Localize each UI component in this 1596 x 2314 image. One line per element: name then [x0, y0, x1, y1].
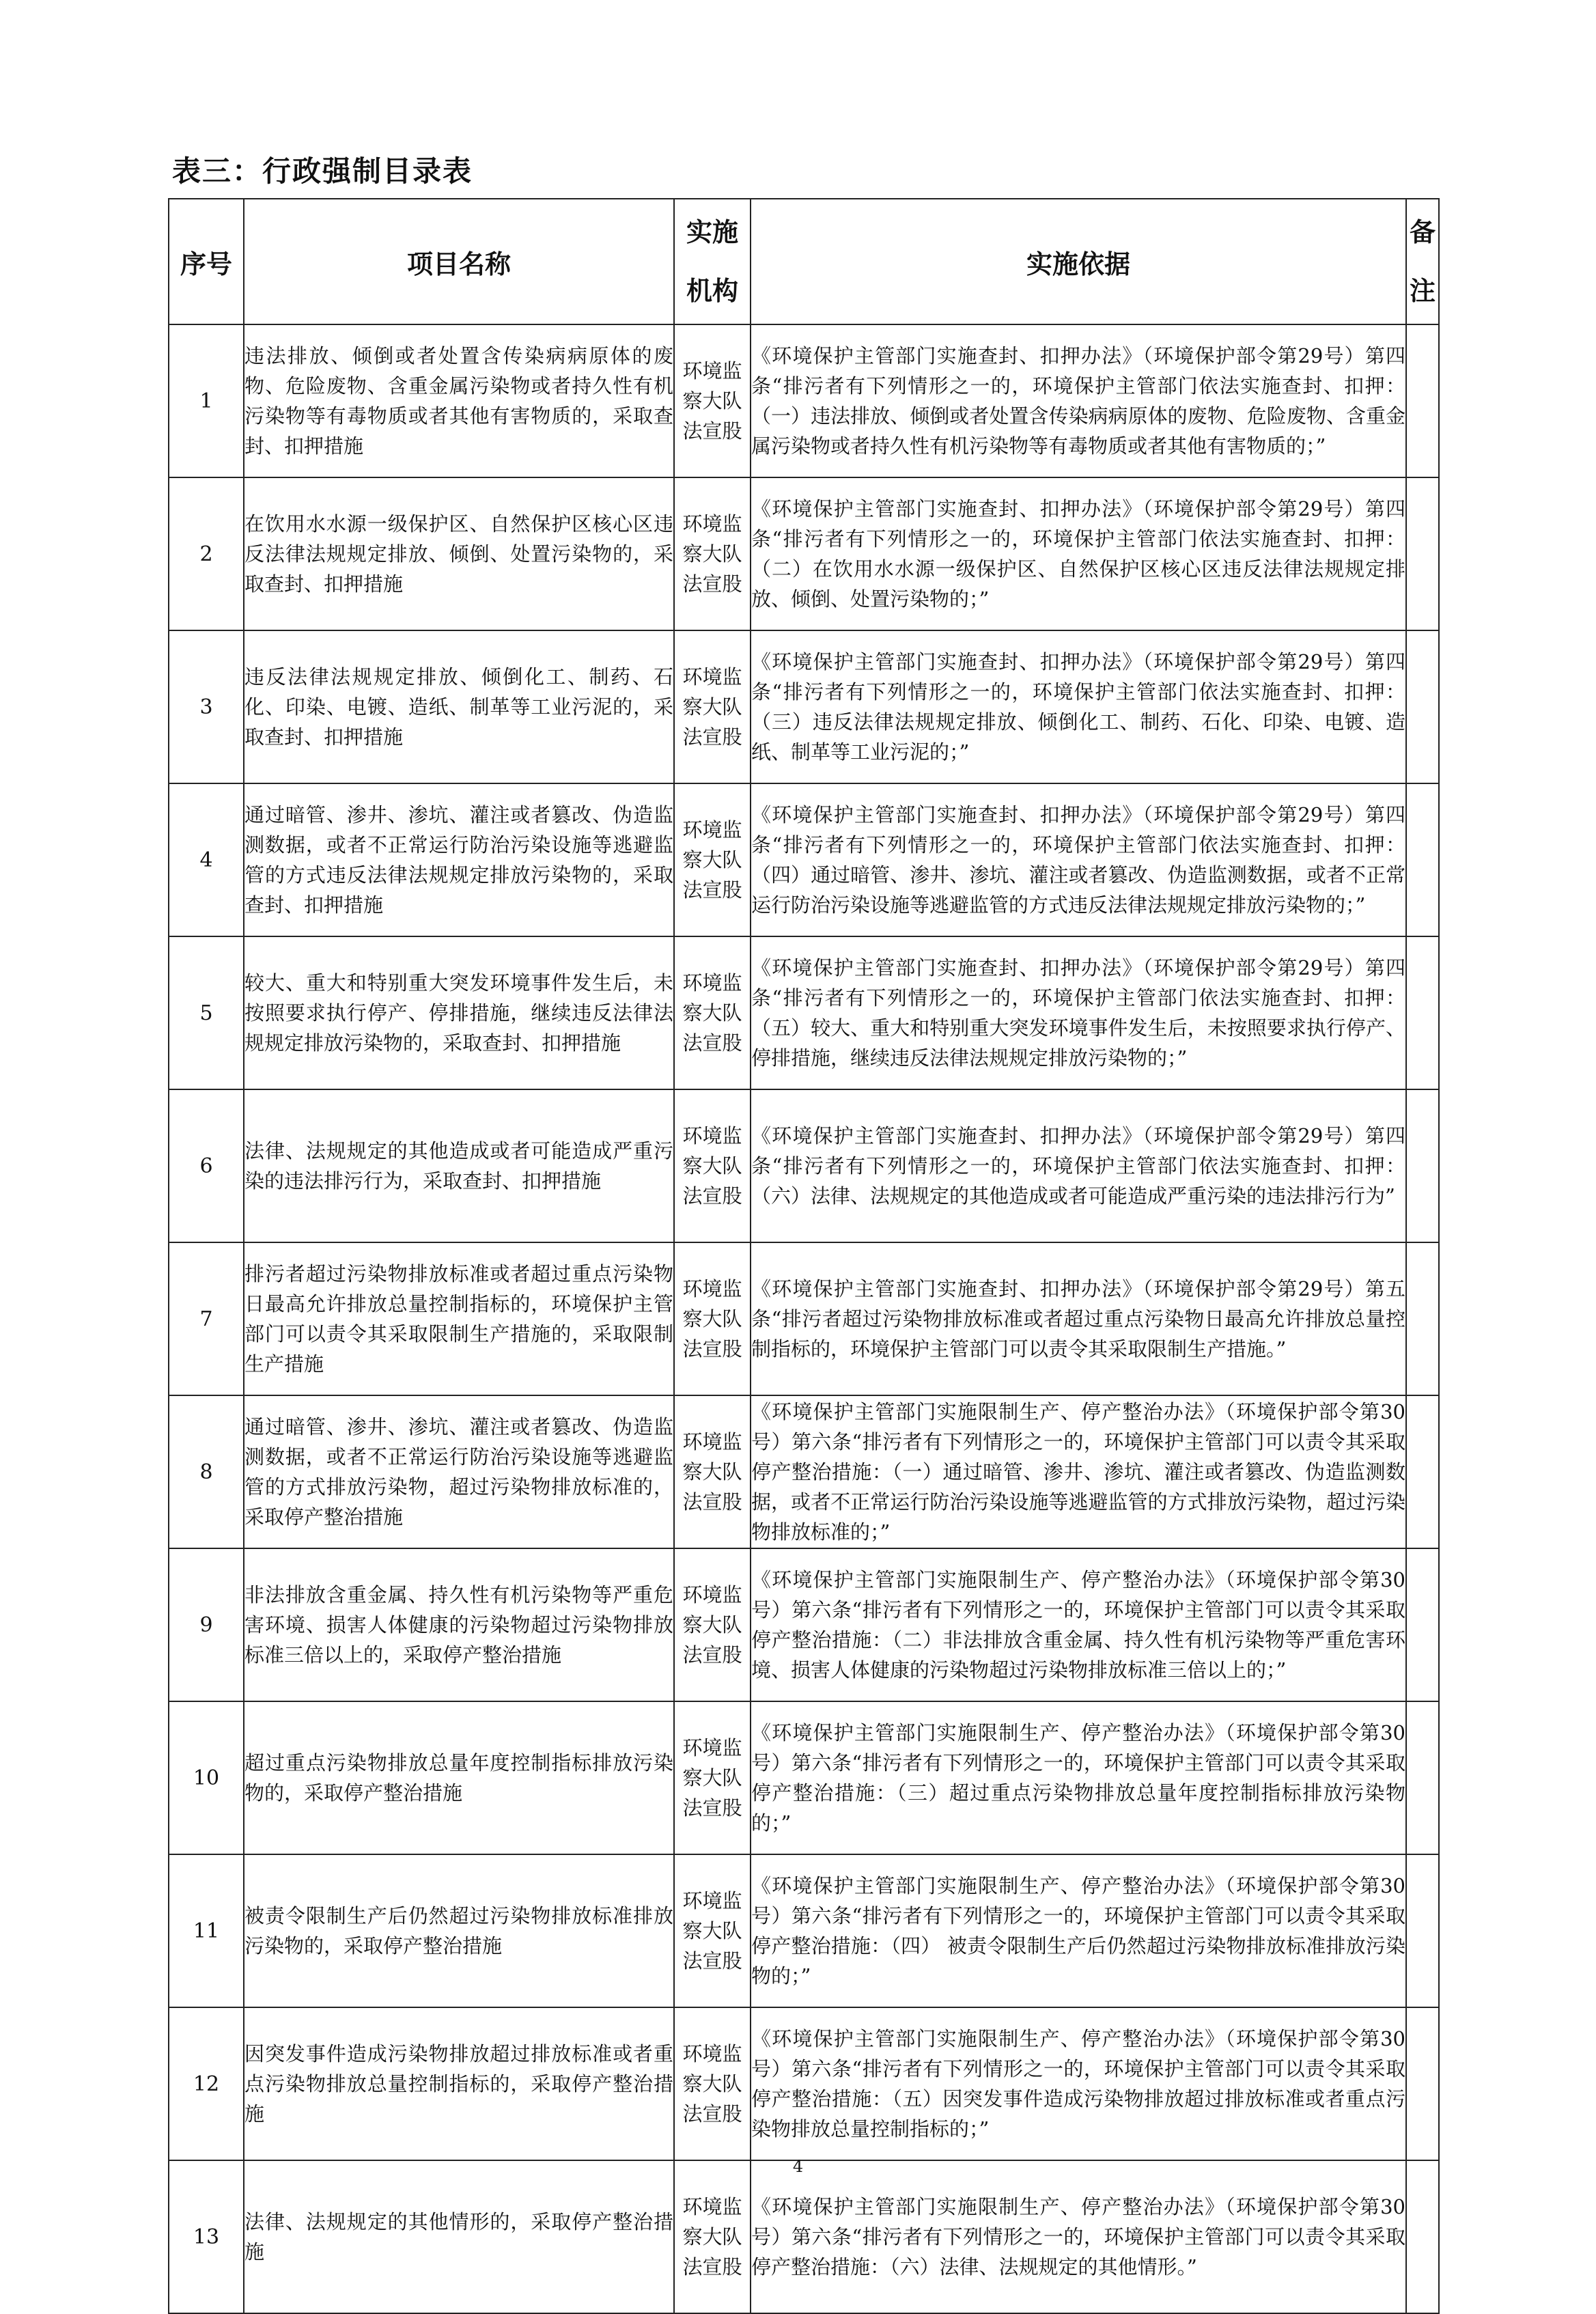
row-note: [1406, 936, 1439, 1089]
row-basis: 《环境保护主管部门实施查封、扣押办法》（环境保护部令第29号）第五条“排污者超过污染物排放标准或者超过重点污染物日最高允许排放总量控制指标的，环境保护主管部门可以责令其采取限制生产措施。”: [751, 1242, 1406, 1395]
row-note: [1406, 783, 1439, 936]
table-row: [169, 1548, 1439, 1701]
table-row: [169, 630, 1439, 783]
row-basis: 《环境保护主管部门实施限制生产、停产整治办法》（环境保护部令第30号）第六条“排污者有下列情形之一的，环境保护主管部门可以责令其采取停产整治措施：（二）非法排放含重金属、持久性有机污染物等严重危害环境、损害人体健康的污染物超过污染物排放标准三倍以上的；”: [751, 1548, 1406, 1701]
row-basis: 《环境保护主管部门实施查封、扣押办法》（环境保护部令第29号）第四条“排污者有下列情形之一的，环境保护主管部门依法实施查封、扣押：（四）通过暗管、渗井、渗坑、灌注或者篡改、伪造监测数据，或者不正常运行防治污染设施等逃避监管的方式违反法律法规规定排放污染物的；”: [751, 783, 1406, 936]
row-note: [1406, 1548, 1439, 1701]
row-seq: 8: [169, 1395, 244, 1548]
row-org: 环境监察大队法宣股: [674, 2007, 751, 2160]
row-name: 违法排放、倾倒或者处置含传染病病原体的废物、危险废物、含重金属污染物或者持久性有机污染物等有毒物质或者其他有害物质的，采取查封、扣押措施: [244, 324, 674, 477]
row-name: 通过暗管、渗井、渗坑、灌注或者篡改、伪造监测数据，或者不正常运行防治污染设施等逃避监管的方式违反法律法规规定排放污染物的，采取查封、扣押措施: [244, 783, 674, 936]
table-row: [169, 2160, 1439, 2313]
row-name: 在饮用水水源一级保护区、自然保护区核心区违反法律法规规定排放、倾倒、处置污染物的，采取查封、扣押措施: [244, 477, 674, 630]
row-note: [1406, 2160, 1439, 2313]
row-name: 超过重点污染物排放总量年度控制指标排放污染物的，采取停产整治措施: [244, 1701, 674, 1854]
row-note: [1406, 1854, 1439, 2007]
page-number: 4: [792, 2157, 804, 2176]
header-org: 实施 机构: [674, 199, 751, 324]
row-note: [1406, 477, 1439, 630]
table-row: [169, 1089, 1439, 1242]
row-org: 环境监察大队法宣股: [674, 1395, 751, 1548]
header-seq: 序号: [169, 199, 244, 324]
header-basis: 实施依据: [751, 199, 1406, 324]
row-org: 环境监察大队法宣股: [674, 783, 751, 936]
row-seq: 1: [169, 324, 244, 477]
row-basis: 《环境保护主管部门实施查封、扣押办法》（环境保护部令第29号）第四条“排污者有下列情形之一的，环境保护主管部门依法实施查封、扣押：（一）违法排放、倾倒或者处置含传染病病原体的废物、危险废物、含重金属污染物或者持久性有机污染物等有毒物质或者其他有害物质的；”: [751, 324, 1406, 477]
table-row: [169, 1701, 1439, 1854]
row-seq: 12: [169, 2007, 244, 2160]
row-note: [1406, 2007, 1439, 2160]
row-basis: 《环境保护主管部门实施查封、扣押办法》（环境保护部令第29号）第四条“排污者有下列情形之一的，环境保护主管部门依法实施查封、扣押：（三）违反法律法规规定排放、倾倒化工、制药、石化、印染、电镀、造纸、制革等工业污泥的；”: [751, 630, 1406, 783]
row-name: 通过暗管、渗井、渗坑、灌注或者篡改、伪造监测数据，或者不正常运行防治污染设施等逃避监管的方式排放污染物，超过污染物排放标准的，采取停产整治措施: [244, 1395, 674, 1548]
table-row: [169, 936, 1439, 1089]
row-name: 排污者超过污染物排放标准或者超过重点污染物日最高允许排放总量控制指标的，环境保护主管部门可以责令其采取限制生产措施的，采取限制生产措施: [244, 1242, 674, 1395]
table-row: [169, 1854, 1439, 2007]
row-name: 违反法律法规规定排放、倾倒化工、制药、石化、印染、电镀、造纸、制革等工业污泥的，采取查封、扣押措施: [244, 630, 674, 783]
row-org: 环境监察大队法宣股: [674, 630, 751, 783]
page-title: 表三：行政强制目录表: [172, 154, 473, 188]
row-name: 非法排放含重金属、持久性有机污染物等严重危害环境、损害人体健康的污染物超过污染物排放标准三倍以上的，采取停产整治措施: [244, 1548, 674, 1701]
row-basis: 《环境保护主管部门实施查封、扣押办法》（环境保护部令第29号）第四条“排污者有下列情形之一的，环境保护主管部门依法实施查封、扣押：（六）法律、法规规定的其他造成或者可能造成严重污染的违法排污行为”: [751, 1089, 1406, 1242]
row-seq: 2: [169, 477, 244, 630]
table-row: [169, 1242, 1439, 1395]
row-basis: 《环境保护主管部门实施限制生产、停产整治办法》（环境保护部令第30号）第六条“排污者有下列情形之一的，环境保护主管部门可以责令其采取停产整治措施：（一）通过暗管、渗井、渗坑、灌注或者篡改、伪造监测数据，或者不正常运行防治污染设施等逃避监管的方式排放污染物，超过污染物排放标准的；”: [751, 1395, 1406, 1548]
row-org: 环境监察大队法宣股: [674, 2160, 751, 2313]
row-seq: 4: [169, 783, 244, 936]
row-note: [1406, 1395, 1439, 1548]
row-org: 环境监察大队法宣股: [674, 1548, 751, 1701]
row-seq: 13: [169, 2160, 244, 2313]
header-name: 项目名称: [244, 199, 674, 324]
row-seq: 10: [169, 1701, 244, 1854]
table-row: [169, 477, 1439, 630]
row-note: [1406, 1089, 1439, 1242]
row-seq: 9: [169, 1548, 244, 1701]
header-note: 备 注: [1406, 199, 1439, 324]
table-row: [169, 1395, 1439, 1548]
table-header-row: [169, 199, 1439, 324]
table-row: [169, 783, 1439, 936]
row-basis: 《环境保护主管部门实施限制生产、停产整治办法》（环境保护部令第30号）第六条“排污者有下列情形之一的，环境保护主管部门可以责令其采取停产整治措施：（六）法律、法规规定的其他情形。”: [751, 2160, 1406, 2313]
row-name: 被责令限制生产后仍然超过污染物排放标准排放污染物的，采取停产整治措施: [244, 1854, 674, 2007]
row-seq: 11: [169, 1854, 244, 2007]
enforcement-table: [168, 198, 1440, 2314]
row-seq: 7: [169, 1242, 244, 1395]
row-note: [1406, 1242, 1439, 1395]
row-basis: 《环境保护主管部门实施限制生产、停产整治办法》（环境保护部令第30号）第六条“排污者有下列情形之一的，环境保护主管部门可以责令其采取停产整治措施：（三）超过重点污染物排放总量年度控制指标排放污染物的；”: [751, 1701, 1406, 1854]
row-basis: 《环境保护主管部门实施查封、扣押办法》（环境保护部令第29号）第四条“排污者有下列情形之一的，环境保护主管部门依法实施查封、扣押：（五）较大、重大和特别重大突发环境事件发生后，未按照要求执行停产、停排措施，继续违反法律法规规定排放污染物的；”: [751, 936, 1406, 1089]
row-org: 环境监察大队法宣股: [674, 324, 751, 477]
row-org: 环境监察大队法宣股: [674, 477, 751, 630]
row-basis: 《环境保护主管部门实施限制生产、停产整治办法》（环境保护部令第30号）第六条“排污者有下列情形之一的，环境保护主管部门可以责令其采取停产整治措施：（五）因突发事件造成污染物排放超过排放标准或者重点污染物排放总量控制指标的；”: [751, 2007, 1406, 2160]
row-org: 环境监察大队法宣股: [674, 936, 751, 1089]
row-org: 环境监察大队法宣股: [674, 1701, 751, 1854]
row-basis: 《环境保护主管部门实施限制生产、停产整治办法》（环境保护部令第30号）第六条“排污者有下列情形之一的，环境保护主管部门可以责令其采取停产整治措施：（四） 被责令限制生产后仍然超过污染物排放标准排放污染物的；”: [751, 1854, 1406, 2007]
row-name: 较大、重大和特别重大突发环境事件发生后，未按照要求执行停产、停排措施，继续违反法律法规规定排放污染物的，采取查封、扣押措施: [244, 936, 674, 1089]
row-seq: 6: [169, 1089, 244, 1242]
row-seq: 5: [169, 936, 244, 1089]
row-note: [1406, 630, 1439, 783]
table-row: [169, 324, 1439, 477]
row-basis: 《环境保护主管部门实施查封、扣押办法》（环境保护部令第29号）第四条“排污者有下列情形之一的，环境保护主管部门依法实施查封、扣押：（二）在饮用水水源一级保护区、自然保护区核心区违反法律法规规定排放、倾倒、处置污染物的；”: [751, 477, 1406, 630]
row-seq: 3: [169, 630, 244, 783]
table-row: [169, 2007, 1439, 2160]
row-org: 环境监察大队法宣股: [674, 1242, 751, 1395]
row-name: 因突发事件造成污染物排放超过排放标准或者重点污染物排放总量控制指标的，采取停产整治措施: [244, 2007, 674, 2160]
row-name: 法律、法规规定的其他造成或者可能造成严重污染的违法排污行为，采取查封、扣押措施: [244, 1089, 674, 1242]
row-note: [1406, 1701, 1439, 1854]
row-note: [1406, 324, 1439, 477]
row-org: 环境监察大队法宣股: [674, 1089, 751, 1242]
row-org: 环境监察大队法宣股: [674, 1854, 751, 2007]
row-name: 法律、法规规定的其他情形的，采取停产整治措施: [244, 2160, 674, 2313]
